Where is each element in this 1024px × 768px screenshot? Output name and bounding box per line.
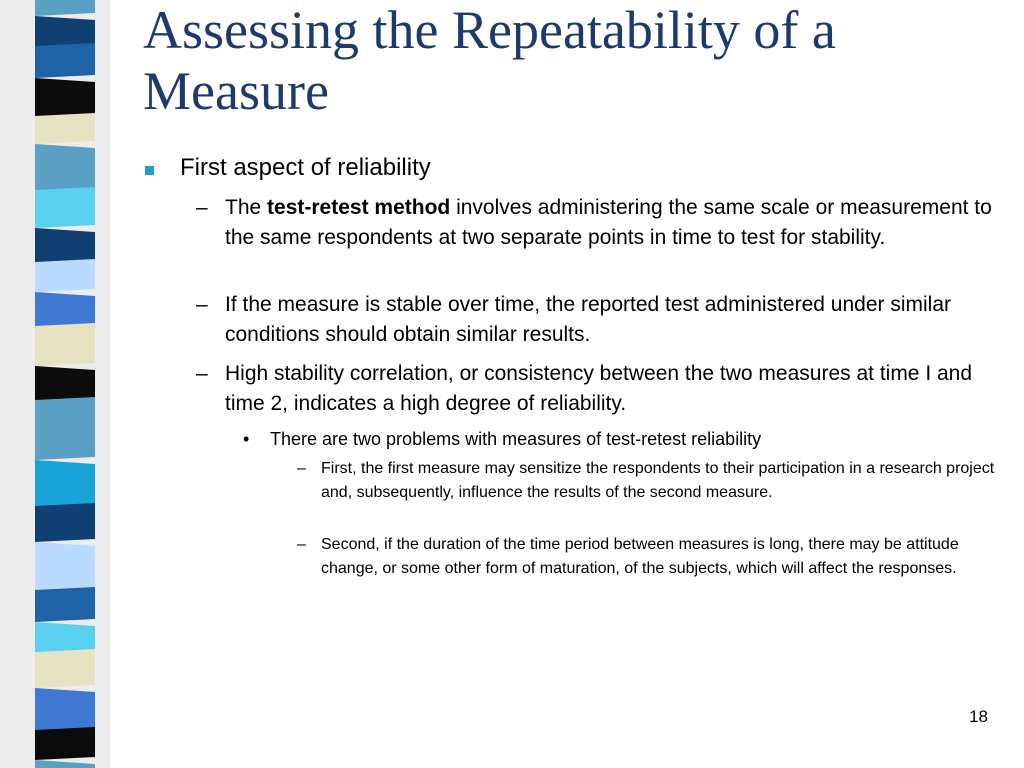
stripe-block (35, 587, 95, 622)
dash-marker: – (297, 536, 306, 553)
stripe-block (35, 43, 95, 78)
dot-marker: • (243, 429, 250, 449)
bullet-second-problem: Second, if the duration of the time period between measures is long, there may be attitude change, or some other form of maturation, of the subjects, which will affect the responses. (321, 536, 959, 577)
stripe-block (35, 187, 95, 228)
bold-term: test-retest method (267, 196, 451, 219)
dash-marker: – (196, 293, 208, 316)
dash-marker: – (196, 362, 208, 385)
stripe-block (35, 397, 95, 460)
stripe-block (35, 460, 95, 510)
stripe-block (35, 649, 95, 688)
bullet-first-problem: First, the first measure may sensitize the respondents to their participation in a research project and, subsequently, influence the results of the second measure. (321, 460, 995, 501)
bullet-stable: If the measure is stable over time, the reported test administered under similar conditions should obtain similar results. (225, 293, 951, 347)
stripe-block (35, 542, 95, 594)
bullet-stability-correlation: High stability correlation, or consistency between the two measures at time I and time 2, indicates a high degree of reliability. (225, 362, 973, 416)
stripe-block (35, 259, 95, 292)
stripe-block (35, 688, 95, 734)
bullet-test-retest: The test-retest method involves administering the same scale or measurement to the same respondents at two separate points in time to test for stability. (225, 196, 992, 250)
stripe-block (35, 503, 95, 542)
stripe-block (35, 727, 95, 760)
page-number: 18 (969, 707, 988, 726)
slide-title: Assessing the Repeatability of a Measure (143, 0, 836, 122)
stripe-block (35, 113, 95, 144)
dash-marker: – (297, 460, 306, 477)
bullet-two-problems: There are two problems with measures of test-retest reliability (270, 429, 762, 449)
square-bullet-icon (145, 166, 154, 175)
decorative-stripe (0, 0, 110, 768)
stripe-block (35, 323, 95, 366)
stripe-block (35, 144, 95, 194)
bullet-level1: First aspect of reliability (180, 154, 431, 181)
dash-marker: – (196, 196, 208, 219)
